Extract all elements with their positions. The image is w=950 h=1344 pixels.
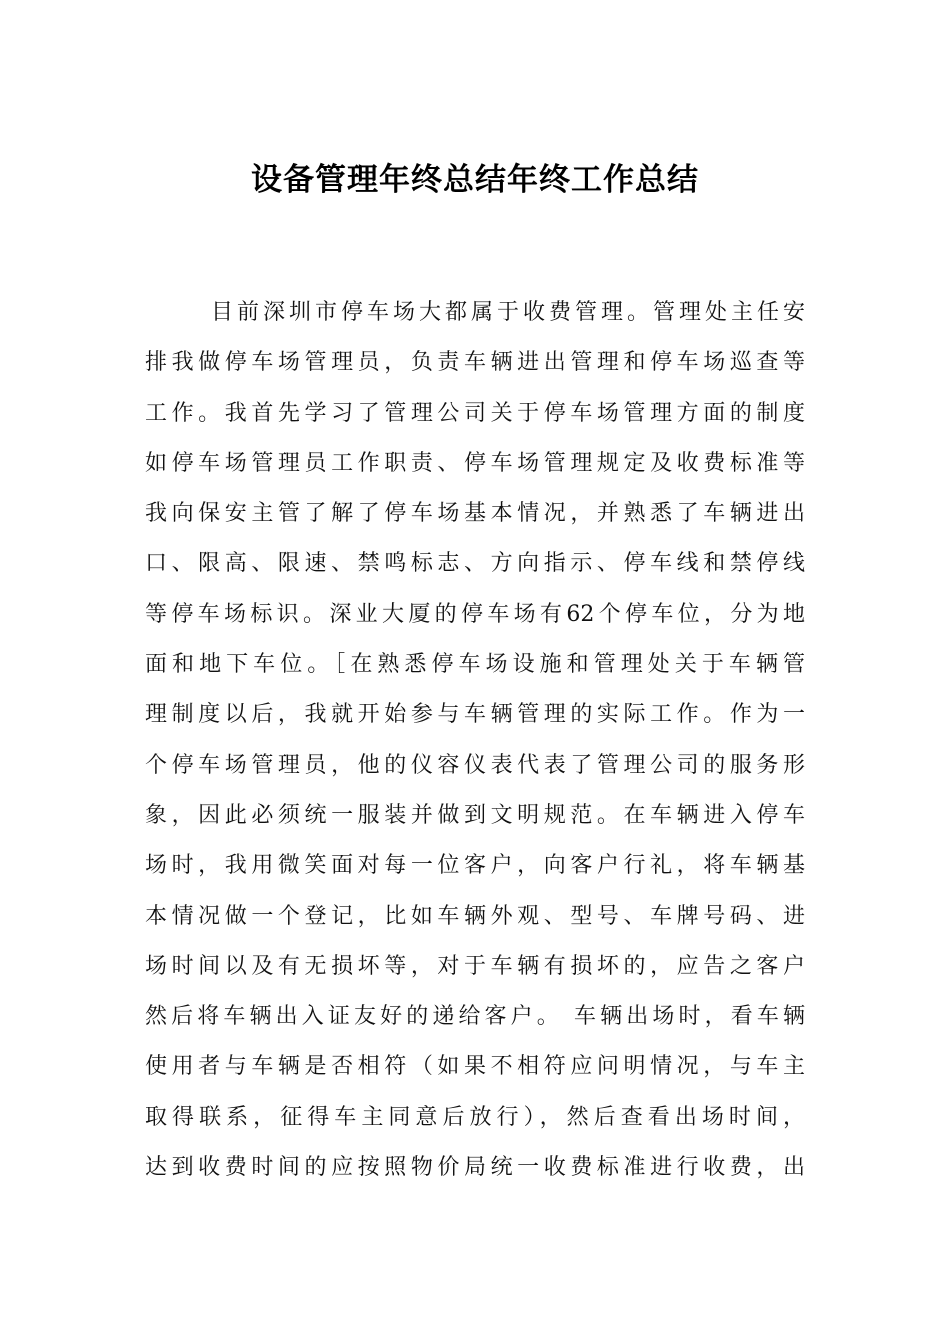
body-line: 排我做停车场管理员，负责车辆进出管理和停车场巡查等: [145, 350, 805, 376]
document-title: 设备管理年终总结年终工作总结: [251, 162, 699, 198]
body-line: 达到收费时间的应按照物价局统一收费标准进行收费，出: [145, 1155, 805, 1181]
body-line: 面和地下车位。［在熟悉停车场设施和管理处关于车辆管: [145, 652, 805, 678]
body-line: 如停车场管理员工作职责、停车场管理规定及收费标准等: [145, 450, 805, 476]
body-line: 取得联系，征得车主同意后放行），然后查看出场时间，: [145, 1104, 805, 1130]
body-line: 然后将车辆出入证友好的递给客户。 车辆出场时，看车辆: [145, 1004, 805, 1030]
body-line: 场时间以及有无损坏等，对于车辆有损坏的，应告之客户: [145, 953, 805, 979]
body-line: 使用者与车辆是否相符（如果不相符应问明情况，与车主: [145, 1054, 805, 1080]
body-line: 本情况做一个登记，比如车辆外观、型号、车牌号码、进: [145, 903, 805, 929]
body-line: 等停车场标识。深业大厦的停车场有62个停车位，分为地: [145, 601, 805, 627]
body-line: 目前深圳市停车场大都属于收费管理。管理处主任安: [211, 300, 805, 325]
body-line: 场时，我用微笑面对每一位客户，向客户行礼，将车辆基: [145, 853, 805, 879]
body-line: 象，因此必须统一服装并做到文明规范。在车辆进入停车: [145, 802, 805, 828]
body-line: 理制度以后，我就开始参与车辆管理的实际工作。作为一: [145, 702, 805, 728]
body-line: 口、限高、限速、禁鸣标志、方向指示、停车线和禁停线: [145, 551, 805, 577]
body-line: 我向保安主管了解了停车场基本情况，并熟悉了车辆进出: [145, 501, 805, 527]
body-line: 个停车场管理员，他的仪容仪表代表了管理公司的服务形: [145, 752, 805, 778]
body-line: 工作。我首先学习了管理公司关于停车场管理方面的制度: [145, 400, 805, 426]
document-body: [145, 288, 805, 1193]
